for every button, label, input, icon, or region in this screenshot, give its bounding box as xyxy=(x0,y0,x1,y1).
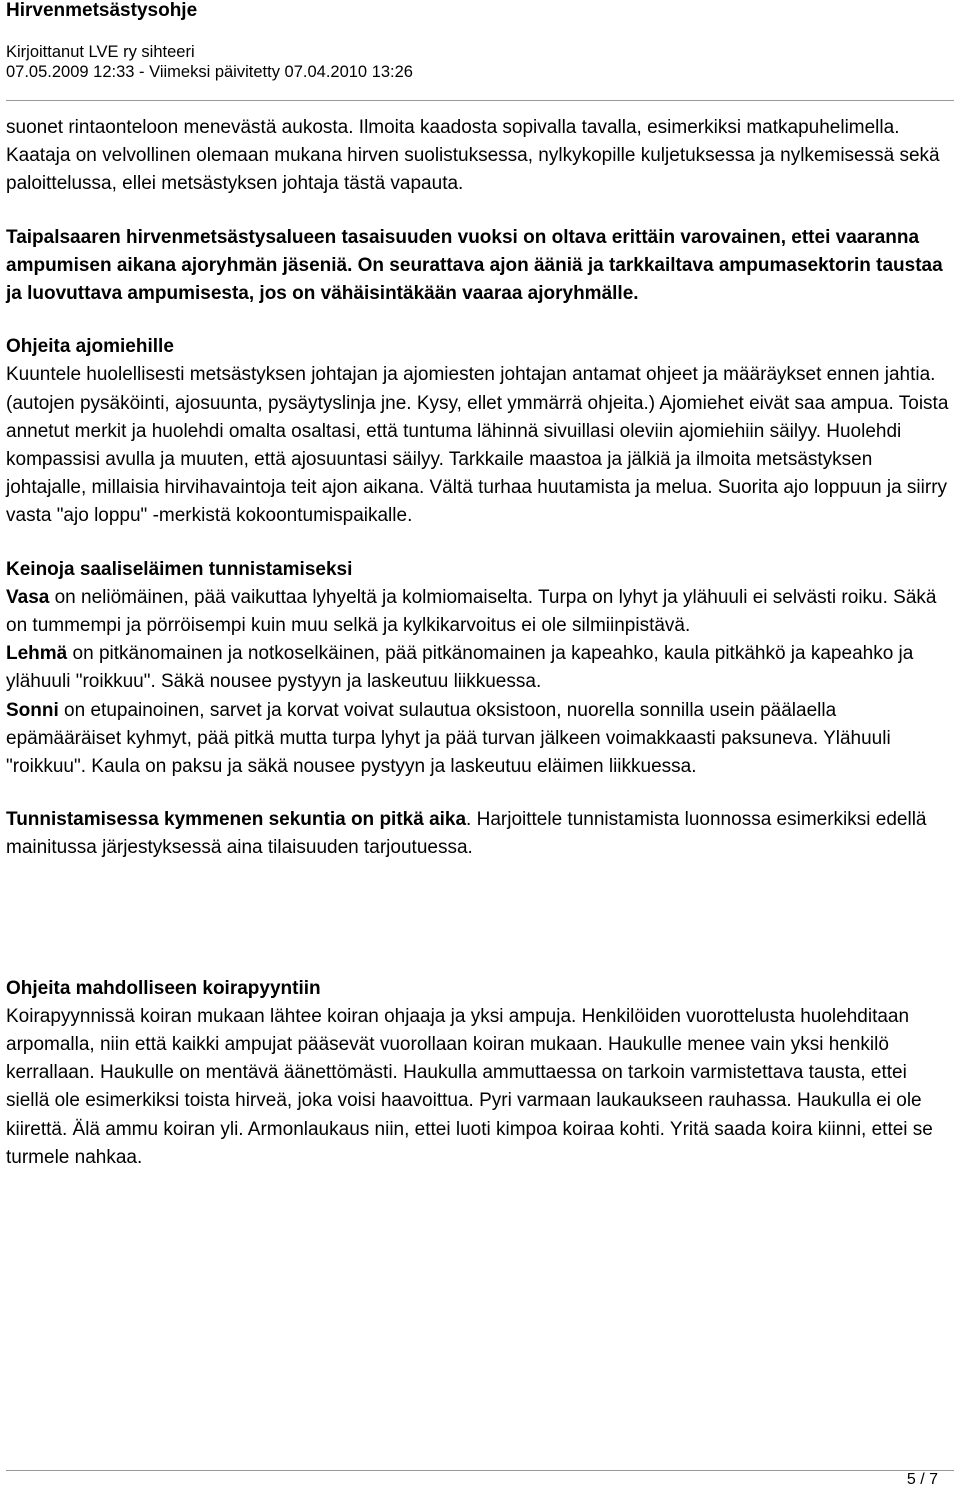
paragraph-beaters: Kuuntele huolellisesti metsästyksen johtajan ja ajomiesten johtajan antamat ohjeet ja määräykset ennen jahtia. (autojen pysäköinti, ajosuunta, pysäytyslinja jne. Kysy, ellet ymmärrä ohjeita.) Ajomiehet eivät saa ampua. Toista annetut merkit ja huolehdi omalta osaltasi, että tuntuma lähinnä sivuillasi oleviin ajomiehiin säilyy. Huolehdi kompassisi avulla ja muuten, että ajosuuntasi säilyy. Tarkkaile maastoa ja jälkiä ja ilmoita metsästyksen johtajalle, millaisia hirvihavaintoja teit ajon aikana. Vältä turhaa huutamista ja melua. Suorita ajo loppuun ja siirry vasta "ajo loppu" -merkistä kokoontumispaikalle. xyxy=(6,364,949,527)
paragraph-cow xyxy=(6,640,954,696)
article-body xyxy=(6,114,954,1172)
paragraph-safety-warning: Taipalsaaren hirvenmetsästysalueen tasaisuuden vuoksi on oltava erittäin varovainen, ettei vaaranna ampumisen aikana ajoryhmän jäseniä. On seurattava ajon ääniä ja tarkkailtava ampumasektorin taustaa ja luovuttava ampumisesta, jos on vähäisintäkään vaaraa ajoryhmälle. xyxy=(6,226,943,305)
header-divider xyxy=(6,100,954,101)
paragraph-dog-hunting: Koirapyynnissä koiran mukaan lähtee koiran ohjaaja ja yksi ampuja. Henkilöiden vuorottelusta huolehditaan arpomalla, niin että kaikki ampujat pääsevät vuorollaan koiran mukaan. Haukulle menee vain yksi henkilö kerrallaan. Haukulle on mentävä äänettömästi. Haukulla ammuttaessa on tarkoin varmistettava tausta, ettei siellä ole esimerkiksi toista hirveä, joka voisi haavoittua. Pyri varmaan laukaukseen rauhassa. Haukulla ei ole kiirettä. Älä ammu koiran yli. Armonlaukaus niin, ettei luoti kimpoa koiraa kohti. Yritä saada koira kiinni, ettei se turmele nahkaa. xyxy=(6,1005,933,1168)
page-header xyxy=(6,0,954,82)
heading-beaters: Ohjeita ajomiehille xyxy=(6,336,174,358)
text-calf: on neliömäinen, pää vaikuttaa lyhyeltä ja kolmiomaiselta. Turpa on lyhyt ja ylähuuli ei selvästi roiku. Säkä on tummempi ja pörröisempi kuin muu selkä ja kylkikarvoitus ei ole silmiinpistävä. xyxy=(6,586,937,637)
paragraph-gutting: suonet rintaonteloon menevästä aukosta. Ilmoita kaadosta sopivalla tavalla, esimerkiksi matkapuhelimella. Kaataja on velvollinen olemaan mukana hirven suolistuksessa, nylkykopille kuljetuksessa ja nylkemisessä sekä paloittelussa, ellei metsästyksen johtaja tästä vapauta. xyxy=(6,117,940,195)
paragraph-identification-time xyxy=(6,806,954,862)
page-number: 5 / 7 xyxy=(906,1471,938,1488)
heading-dog-hunting: Ohjeita mahdolliseen koirapyyntiin xyxy=(6,977,321,999)
heading-identification: Keinoja saaliseläimen tunnistamiseksi xyxy=(6,558,353,580)
paragraph-calf xyxy=(6,584,954,640)
identification-time-bold: Tunnistamisessa kymmenen sekuntia on pitkä aika xyxy=(6,809,467,831)
term-bull: Sonni xyxy=(6,699,59,721)
document-title: Hirvenmetsästysohje xyxy=(6,0,198,21)
term-calf: Vasa xyxy=(6,586,50,608)
author-line: Kirjoittanut LVE ry sihteeri xyxy=(6,43,195,61)
identification-time-rest: . Harjoittele tunnistamista luonnossa esimerkiksi edellä mainitussa järjestyksessä aina tilaisuuden tarjoutuessa. xyxy=(6,809,927,859)
text-bull: on etupainoinen, sarvet ja korvat voivat sulautua oksistoon, nuorella sonnilla usein päälaella epämääräiset kyhmyt, pää pitkä mutta turpa lyhyt ja pää turvan jälkeen voimakkaasti paksuneva. Ylähuuli "roikkuu". Kaula on paksu ja säkä nousee pystyyn ja laskeutuu eläimen liikkuessa. xyxy=(6,699,891,778)
date-line: 07.05.2009 12:33 - Viimeksi päivitetty 07.04.2010 13:26 xyxy=(6,63,413,81)
term-cow: Lehmä xyxy=(6,643,68,665)
text-cow: on pitkänomainen ja notkoselkäinen, pää pitkänomainen ja kapeahko, kaula pitkähkö ja kapeahko ja ylähuuli "roikkuu". Säkä nousee pystyyn ja laskeutuu liikkuessa. xyxy=(6,643,914,693)
paragraph-bull xyxy=(6,697,954,782)
footer-divider xyxy=(6,1470,954,1471)
